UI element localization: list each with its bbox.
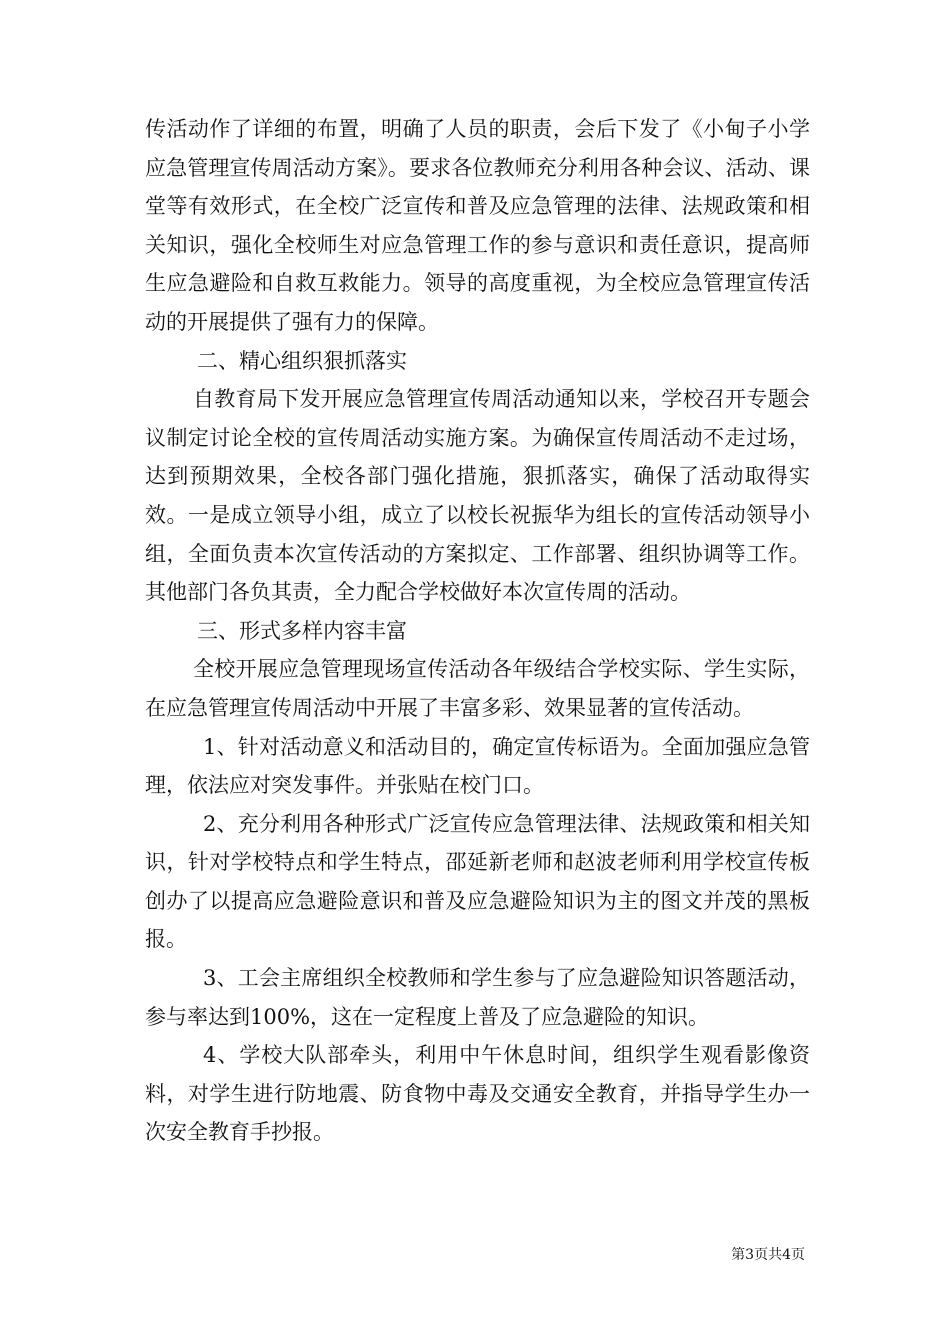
list-item-1: 1、针对活动意义和活动目的，确定宣传标语为。全面加强应急管理，依法应对突发事件。并张贴在校门口。 (145, 734, 810, 798)
list-item-4: 4、学校大队部牵头，利用中午休息时间，组织学生观看影像资料，对学生进行防地震、防食物中毒及交通安全教育，并指导学生办一次安全教育手抄报。 (145, 1043, 810, 1145)
list-item-2: 2、充分利用各种形式广泛宣传应急管理法律、法规政策和相关知识，针对学校特点和学生特点，邵延新老师和赵波老师利用学校宣传板创办了以提高应急避险意识和普及应急避险知识为主的图文并茂的黑板报。 (145, 811, 810, 952)
page-number: 第3页共4页 (731, 1247, 805, 1263)
section-heading-2: 二、精心组织狠抓落实 (197, 348, 407, 373)
section-heading-3: 三、形式多样内容丰富 (197, 618, 407, 643)
paragraph-section-2: 自教育局下发开展应急管理宣传周活动通知以来，学校召开专题会议制定讨论全校的宣传周活动实施方案。为确保宣传周活动不走过场，达到预期效果，全校各部门强化措施，狠抓落实，确保了活动取得实效。一是成立领导小组，成立了以校长祝振华为组长的宣传活动领导小组，全面负责本次宣传活动的方案拟定、工作部署、组织协调等工作。其他部门各负其责，全力配合学校做好本次宣传周的活动。 (145, 387, 810, 605)
paragraph-section-3: 全校开展应急管理现场宣传活动各年级结合学校实际、学生实际，在应急管理宣传周活动中开展了丰富多彩、效果显著的宣传活动。 (145, 657, 810, 720)
document-body (145, 110, 810, 1152)
paragraph-intro-continued: 传活动作了详细的布置，明确了人员的职责，会后下发了《小甸子小学应急管理宣传周活动方案》。要求各位教师充分利用各种会议、活动、课堂等有效形式，在全校广泛宣传和普及应急管理的法律、法规政策和相关知识，强化全校师生对应急管理工作的参与意识和责任意识，提高师生应急避险和自救互救能力。领导的高度重视，为全校应急管理宣传活动的开展提供了强有力的保障。 (145, 117, 810, 334)
list-item-3: 3、工会主席组织全校教师和学生参与了应急避险知识答题活动，参与率达到100%，这在一定程度上普及了应急避险的知识。 (145, 966, 810, 1029)
